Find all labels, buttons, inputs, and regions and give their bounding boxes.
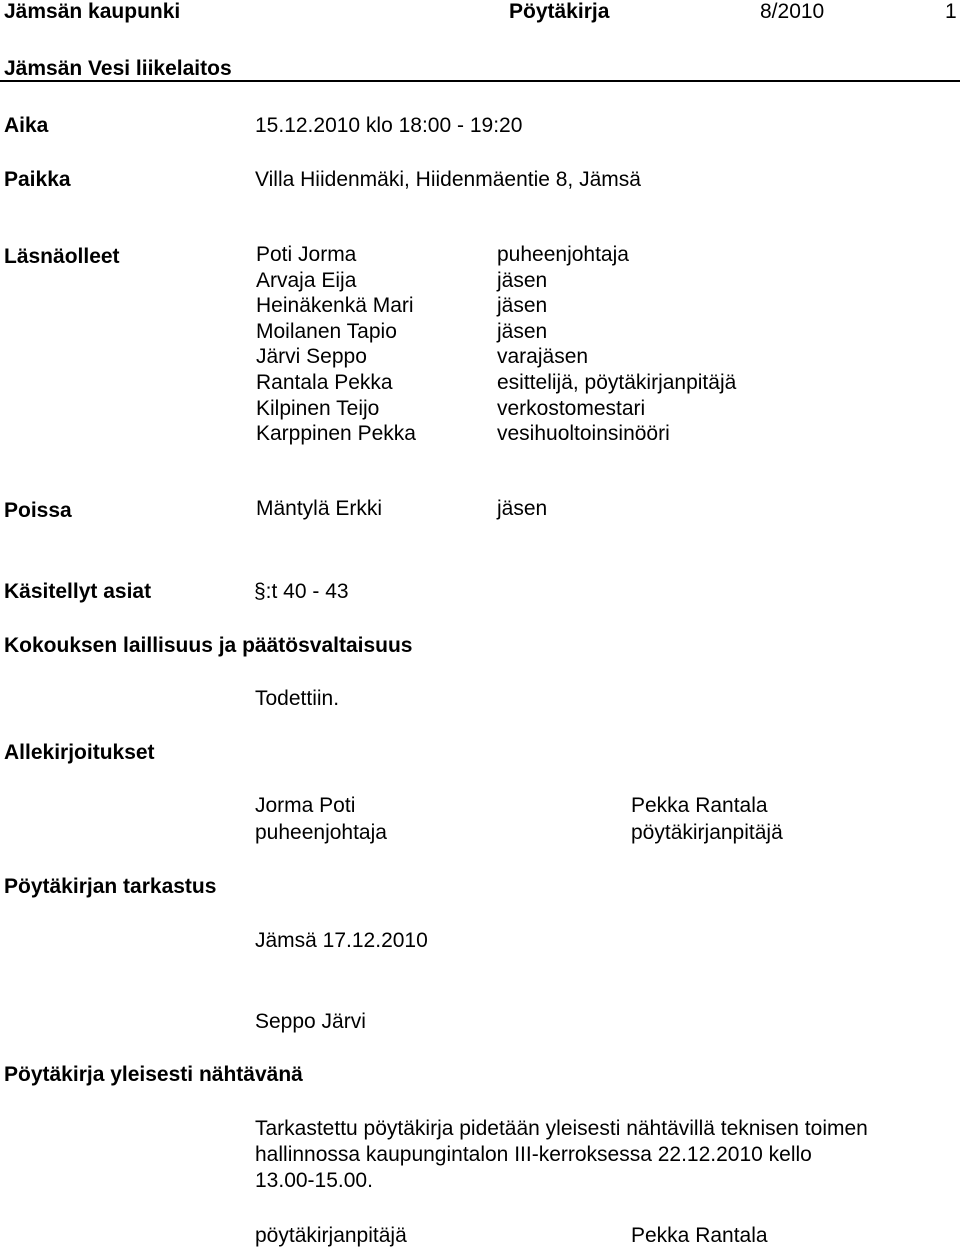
kasitellyt-label: Käsitellyt asiat	[4, 580, 152, 603]
attendee-name: Moilanen Tapio	[256, 319, 397, 343]
attendee-name: Rantala Pekka	[256, 370, 393, 394]
nahtavana-label: Pöytäkirja yleisesti nähtävänä	[4, 1063, 303, 1086]
attendee-name: Karppinen Pekka	[256, 422, 416, 446]
nahtavana-text-line-3: 13.00-15.00.	[255, 1169, 373, 1192]
tarkastus-date: Jämsä 17.12.2010	[255, 929, 428, 952]
attendee-role: varajäsen	[497, 345, 589, 369]
signer-2-name: Pekka Rantala	[631, 794, 768, 817]
document-number: 8/2010	[760, 0, 825, 23]
attendee-names	[256, 242, 416, 447]
attendee-name: Poti Jorma	[256, 243, 357, 266]
laillisuus-value: Todettiin.	[255, 687, 340, 710]
attendee-roles	[497, 242, 736, 447]
signer-2-role: pöytäkirjanpitäjä	[631, 821, 783, 844]
nahtavana-sign-name: Pekka Rantala	[631, 1224, 768, 1247]
allekirjoitukset-label: Allekirjoitukset	[4, 741, 155, 764]
nahtavana-text-line-1: Tarkastettu pöytäkirja pidetään yleisesti nähtävillä teknisen toimen	[255, 1117, 868, 1140]
attendee-name: Arvaja Eija	[256, 268, 357, 292]
paikka-label: Paikka	[4, 168, 71, 191]
attendee-name: Järvi Seppo	[256, 345, 367, 369]
tarkastus-label: Pöytäkirjan tarkastus	[4, 875, 217, 898]
nahtavana-sign-role: pöytäkirjanpitäjä	[255, 1224, 407, 1247]
nahtavana-text-line-2: hallinnossa kaupungintalon III-kerroksessa 22.12.2010 kello	[255, 1143, 812, 1166]
attendee-role: jäsen	[497, 268, 548, 292]
municipality-name: Jämsän kaupunki	[4, 0, 181, 23]
paikka-value: Villa Hiidenmäki, Hiidenmäentie 8, Jämsä	[255, 168, 641, 191]
laillisuus-label: Kokouksen laillisuus ja päätösvaltaisuus	[4, 634, 413, 657]
tarkastaja-name: Seppo Järvi	[255, 1010, 366, 1033]
attendee-name: Kilpinen Teijo	[256, 396, 380, 420]
attendee-role: jäsen	[497, 319, 548, 343]
poissa-label: Poissa	[4, 499, 72, 522]
absent-name: Mäntylä Erkki	[256, 497, 383, 520]
document-type: Pöytäkirja	[509, 0, 610, 23]
kasitellyt-value: §:t 40 - 43	[254, 580, 349, 603]
signer-1-name: Jorma Poti	[255, 794, 356, 817]
signer-1-role: puheenjohtaja	[255, 821, 387, 844]
attendee-role: vesihuoltoinsinööri	[497, 422, 670, 446]
attendee-role: jäsen	[497, 294, 548, 318]
attendee-role: puheenjohtaja	[497, 243, 629, 266]
organization-name: Jämsän Vesi liikelaitos	[4, 57, 232, 80]
aika-label: Aika	[4, 114, 49, 137]
attendee-role: esittelijä, pöytäkirjanpitäjä	[497, 370, 737, 394]
attendee-role: verkostomestari	[497, 396, 646, 420]
lasnaolleet-label: Läsnäolleet	[4, 245, 120, 268]
absent-role: jäsen	[497, 497, 548, 520]
aika-value: 15.12.2010 klo 18:00 - 19:20	[255, 114, 523, 137]
header-divider	[0, 80, 960, 82]
attendee-name: Heinäkenkä Mari	[256, 294, 414, 318]
page-number: 1	[945, 0, 957, 23]
